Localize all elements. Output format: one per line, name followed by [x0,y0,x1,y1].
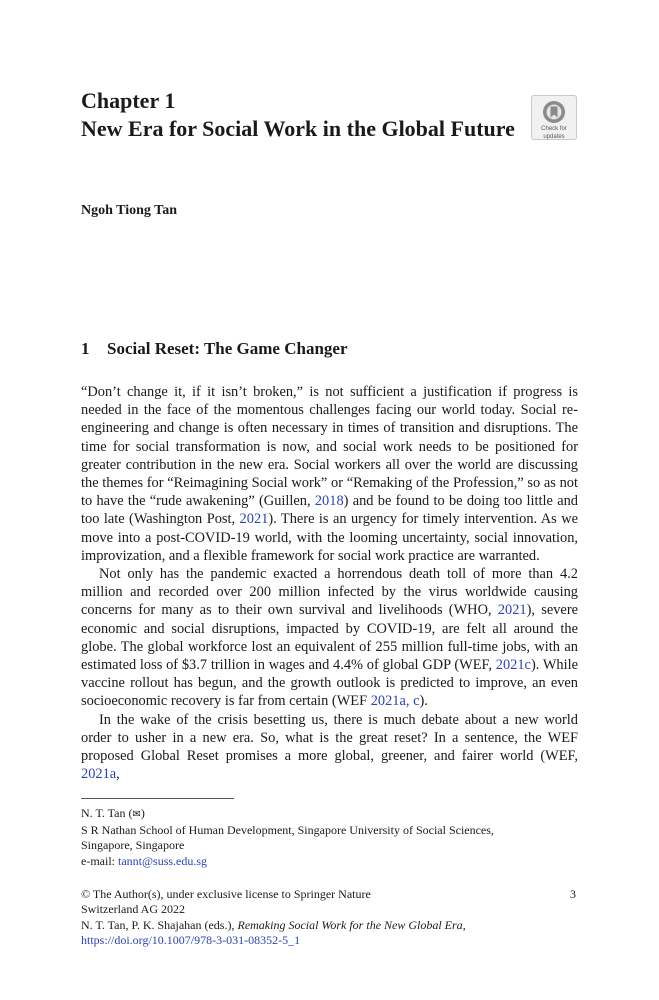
badge-label-2: updates [543,134,565,140]
text-run: ). [419,693,428,710]
text-run: “Don’t change it, if it isn’t broken,” is not sufficient a justification if progress is needed in the face of the momentous challenges facing our world today. Social re-engineering and change is often necessary in times of transition and disruptions. The time for social transformation is now, and social work needs to be positioned for greater contribution in the new era. Social workers all over the world are discussing the themes for “Reimagining Social work” or “Remaking of the Profession,” so as not to have the “rude awakening” (Guillen, [81,384,578,510]
copyright-block [81,887,578,948]
doi-link[interactable]: https://doi.org/10.1007/978-3-031-08352-5_1 [81,932,301,947]
paragraph [81,711,578,784]
copyright-line: © The Author(s), under exclusive license to Springer Nature [81,887,371,901]
affiliation-line: Singapore, Singapore [81,838,185,852]
email-label: e-mail: [81,853,118,868]
badge-label-1: Check for [541,126,567,132]
footnote-author-close: ) [140,806,145,820]
email-link[interactable]: tannt@suss.edu.sg [117,853,208,868]
affiliation-line: S R Nathan School of Human Development, Singapore University of Social Sciences, [81,822,494,837]
page-number: 3 [570,887,576,901]
chapter-title: New Era for Social Work in the Global Future [81,116,515,141]
section-title: Social Reset: The Game Changer [107,339,348,358]
footnote-author-name: N. T. Tan ( [81,806,133,820]
footnote-email [81,854,578,870]
bookmark-icon [542,100,566,124]
citation-link[interactable]: 2021a [81,766,117,783]
paragraph [81,565,578,711]
mail-icon: ✉ [132,809,141,820]
citation-link[interactable]: 2021c [495,657,531,674]
citation-link[interactable]: 2018 [314,493,344,510]
citation-link[interactable]: 2021a, c [370,693,420,710]
author-footnote [81,806,578,869]
paragraph [81,383,578,565]
chapter-label: Chapter 1 [81,88,176,113]
text-run: , [116,766,120,783]
citation-link[interactable]: 2021 [239,511,269,528]
citation-line [81,918,578,933]
check-for-updates-badge[interactable] [531,95,577,140]
text-run: Not only has the pandemic exacted a horrendous death toll of more than 4.2 million and recorded over 200 million infected by the virus worldwide causing concerns for many as to their own survival and livelihoods (WHO, [81,566,578,619]
text-run: ). There is an urgency for timely intervention. As we move into a post-COVID-19 world, with the looming uncertainty, social innovation, improvization, and a flexible framework for social work practice are warranted. [81,511,578,564]
footnote-author [81,806,578,823]
footnote-divider [81,798,234,799]
book-title: Remaking Social Work for the New Global Era [237,917,463,932]
text-run: ) and be found to be doing too little and too late (Washington Post, [81,493,578,528]
section-number: 1 [81,339,90,358]
text-run: ), severe economic and social disruptions, impacted by COVID-19, are felt all around the globe. The global workforce lost an equivalent of 255 million full-time jobs, with an estimated loss of $3.7 trillion in wages and 4.4% of global GDP (WEF, [81,602,578,674]
chapter-header [81,88,521,142]
body-text [81,383,578,783]
copyright-line: Switzerland AG 2022 [81,902,185,917]
section-heading [81,339,348,359]
text-run: ). While vaccine rollout has begun, and the growth outlook is predicted to improve, an even socioeconomic recovery is far from certain (WEF [81,657,579,710]
doi-line [81,933,578,948]
citation-prefix: N. T. Tan, P. K. Shajahan (eds.), [81,917,238,932]
text-run: In the wake of the crisis besetting us, there is much debate about a new world order to usher in a new era. So, what is the great reset? In a sentence, the WEF proposed Global Reset promises a more global, greener, and fairer world (WEF, [81,711,578,765]
author-name: Ngoh Tiong Tan [81,203,177,218]
citation-link[interactable]: 2021 [497,602,527,619]
citation-suffix: , [462,917,466,932]
